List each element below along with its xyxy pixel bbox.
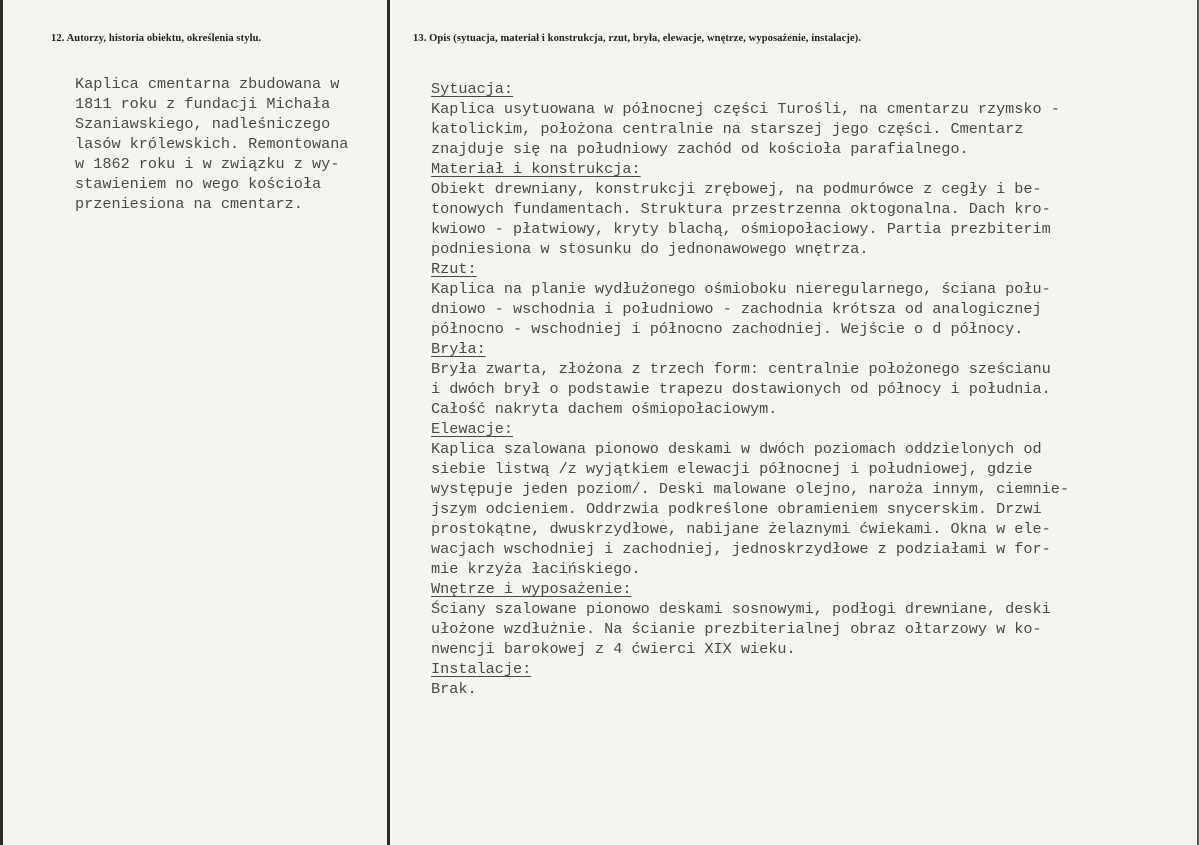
text-line: nwencji barokowej z 4 ćwierci XIX wieku. [431, 640, 796, 658]
text-line: mie krzyża łacińskiego. [431, 560, 641, 578]
text-line: lasów królewskich. Remontowana [75, 135, 349, 153]
text-line: Obiekt drewniany, konstrukcji zrębowej, na podmurówce z cegły i be- [431, 180, 1042, 198]
subsection-heading: Instalacje: [431, 660, 532, 678]
column-divider [387, 0, 390, 845]
text-line: występuje jeden poziom/. Deski malowane olejno, naroża innym, ciemnie- [431, 480, 1069, 498]
section-12-text [75, 74, 348, 214]
text-line: jszym odcieniem. Oddrzwia podkreślone obramieniem snycerskim. Drzwi [431, 500, 1042, 518]
text-line: Szaniawskiego, nadleśniczego [75, 115, 331, 133]
section-13-title: 13. Opis (sytuacja, materiał i konstrukcja, rzut, bryła, elewacje, wnętrze, wyposażenie, instalacje). [413, 33, 862, 44]
text-line: Kaplica szalowana pionowo deskami w dwóch poziomach oddzielonych od [431, 440, 1042, 458]
section-12-title: 12. Autorzy, historia obiektu, określenia stylu. [51, 33, 262, 44]
subsection-heading: Sytuacja: [431, 80, 514, 98]
subsection-heading: Elewacje: [431, 420, 514, 438]
text-line: prostokątne, dwuskrzydłowe, nabijane żelaznymi ćwiekami. Okna w ele- [431, 520, 1051, 538]
text-line: podniesiona w stosunku do jednonawowego wnętrza. [431, 240, 869, 258]
text-line: dniowo - wschodnia i południowo - zachodnia krótsza od analogicznej [431, 300, 1042, 318]
text-line: w 1862 roku i w związku z wy- [75, 155, 340, 173]
text-line: kwiowo - płatwiowy, kryty blachą, ośmiopołaciowy. Partia prezbiterim [431, 220, 1051, 238]
text-line: Całość nakryta dachem ośmiopołaciowym. [431, 400, 778, 418]
subsection-heading: Bryła: [431, 340, 486, 358]
text-line: przeniesiona na cmentarz. [75, 195, 303, 213]
text-line: znajduje się na południowy zachód od kościoła parafialnego. [431, 140, 969, 158]
text-line: 1811 roku z fundacji Michała [75, 95, 331, 113]
subsection-heading: Rzut: [431, 260, 477, 278]
text-line: siebie listwą /z wyjątkiem elewacji północnej i południowej, gdzie [431, 460, 1033, 478]
text-line: wacjach wschodniej i zachodniej, jednoskrzydłowe z podziałami w for- [431, 540, 1051, 558]
text-line: katolickim, położona centralnie na starszej jego części. Cmentarz [431, 120, 1024, 138]
text-line: ułożone wzdłużnie. Na ścianie prezbiterialnej obraz ołtarzowy w ko- [431, 620, 1042, 638]
subsection-heading: Materiał i konstrukcja: [431, 160, 641, 178]
text-line: północno - wschodniej i północno zachodniej. Wejście o d północy. [431, 320, 1024, 338]
subsection-heading: Wnętrze i wyposażenie: [431, 580, 632, 598]
text-line: Kaplica cmentarna zbudowana w [75, 75, 340, 93]
section-13-text [431, 79, 1069, 699]
text-line: tonowych fundamentach. Struktura przestrzenna oktogonalna. Dach kro- [431, 200, 1051, 218]
text-line: Bryła zwarta, złożona z trzech form: centralnie położonego sześcianu [431, 360, 1051, 378]
text-line: i dwóch brył o podstawie trapezu dostawionych od północy i południa. [431, 380, 1051, 398]
text-line: stawieniem no wego kościoła [75, 175, 322, 193]
text-line: Ściany szalowane pionowo deskami sosnowymi, podłogi drewniane, deski [431, 600, 1051, 618]
text-line: Brak. [431, 680, 477, 698]
text-line: Kaplica na planie wydłużonego ośmioboku nieregularnego, ściana połu- [431, 280, 1051, 298]
text-line: Kaplica usytuowana w północnej części Turośli, na cmentarzu rzymsko - [431, 100, 1060, 118]
